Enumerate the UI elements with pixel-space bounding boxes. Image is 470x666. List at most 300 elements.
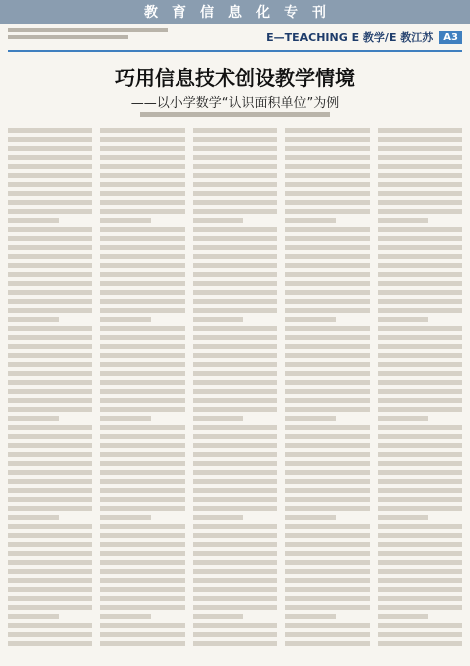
text-line-placeholder xyxy=(193,398,277,403)
text-line-placeholder xyxy=(193,524,277,529)
text-line-placeholder xyxy=(285,380,369,385)
text-line-placeholder xyxy=(8,569,92,574)
text-line-placeholder xyxy=(100,614,151,619)
text-line-placeholder xyxy=(193,281,277,286)
text-line-placeholder xyxy=(285,335,369,340)
section-title: E—TEACHING E 教学/E 教江苏 xyxy=(266,31,434,44)
text-line-placeholder xyxy=(378,551,462,556)
text-line-placeholder xyxy=(378,155,462,160)
text-line-placeholder xyxy=(378,353,462,358)
text-line-placeholder xyxy=(8,191,92,196)
text-line-placeholder xyxy=(193,317,244,322)
text-line-placeholder xyxy=(100,497,184,502)
text-column-placeholder xyxy=(100,128,184,658)
text-line-placeholder xyxy=(140,112,330,117)
text-line-placeholder xyxy=(285,209,369,214)
text-line-placeholder xyxy=(285,641,369,646)
text-line-placeholder xyxy=(100,308,184,313)
text-line-placeholder xyxy=(100,254,184,259)
text-line-placeholder xyxy=(8,461,92,466)
text-line-placeholder xyxy=(100,155,184,160)
text-line-placeholder xyxy=(193,344,277,349)
text-line-placeholder xyxy=(193,470,277,475)
text-line-placeholder xyxy=(193,479,277,484)
text-line-placeholder xyxy=(285,614,336,619)
text-line-placeholder xyxy=(378,380,462,385)
text-line-placeholder xyxy=(8,641,92,646)
text-line-placeholder xyxy=(8,164,92,169)
text-line-placeholder xyxy=(193,425,277,430)
text-line-placeholder xyxy=(100,353,184,358)
text-line-placeholder xyxy=(8,533,92,538)
text-line-placeholder xyxy=(285,605,369,610)
text-line-placeholder xyxy=(378,497,462,502)
text-line-placeholder xyxy=(285,497,369,502)
text-line-placeholder xyxy=(378,263,462,268)
text-line-placeholder xyxy=(8,344,92,349)
text-line-placeholder xyxy=(8,272,92,277)
text-line-placeholder xyxy=(378,128,462,133)
text-line-placeholder xyxy=(100,245,184,250)
text-line-placeholder xyxy=(8,542,92,547)
issue-meta-placeholder xyxy=(8,28,208,46)
text-line-placeholder xyxy=(378,308,462,313)
text-line-placeholder xyxy=(193,272,277,277)
text-line-placeholder xyxy=(8,263,92,268)
text-line-placeholder xyxy=(285,623,369,628)
text-line-placeholder xyxy=(8,452,92,457)
text-line-placeholder xyxy=(285,425,369,430)
text-line-placeholder xyxy=(8,425,92,430)
text-line-placeholder xyxy=(193,245,277,250)
text-line-placeholder xyxy=(8,407,92,412)
page-number-badge: A3 xyxy=(439,31,462,44)
text-line-placeholder xyxy=(285,245,369,250)
text-line-placeholder xyxy=(8,362,92,367)
text-line-placeholder xyxy=(8,488,92,493)
text-line-placeholder xyxy=(193,506,277,511)
text-line-placeholder xyxy=(378,470,462,475)
text-line-placeholder xyxy=(378,317,429,322)
text-line-placeholder xyxy=(100,398,184,403)
text-line-placeholder xyxy=(193,128,277,133)
article-headline: 巧用信息技术创设教学情境 xyxy=(115,66,355,90)
text-line-placeholder xyxy=(285,191,369,196)
text-line-placeholder xyxy=(378,245,462,250)
text-line-placeholder xyxy=(285,632,369,637)
text-line-placeholder xyxy=(193,416,244,421)
text-line-placeholder xyxy=(100,389,184,394)
text-line-placeholder xyxy=(285,461,369,466)
text-line-placeholder xyxy=(378,137,462,142)
text-line-placeholder xyxy=(378,596,462,601)
text-line-placeholder xyxy=(100,227,184,232)
text-line-placeholder xyxy=(378,488,462,493)
text-line-placeholder xyxy=(193,542,277,547)
text-line-placeholder xyxy=(193,515,244,520)
text-line-placeholder xyxy=(285,470,369,475)
text-line-placeholder xyxy=(193,380,277,385)
masthead-char: 刊 xyxy=(312,5,326,21)
text-line-placeholder xyxy=(100,362,184,367)
text-line-placeholder xyxy=(285,272,369,277)
text-line-placeholder xyxy=(378,344,462,349)
text-line-placeholder xyxy=(285,488,369,493)
text-line-placeholder xyxy=(193,434,277,439)
text-line-placeholder xyxy=(100,335,184,340)
text-line-placeholder xyxy=(285,569,369,574)
text-line-placeholder xyxy=(8,326,92,331)
text-line-placeholder xyxy=(193,632,277,637)
text-line-placeholder xyxy=(100,551,184,556)
text-line-placeholder xyxy=(378,560,462,565)
text-line-placeholder xyxy=(378,416,429,421)
text-line-placeholder xyxy=(8,560,92,565)
text-column-placeholder xyxy=(193,128,277,658)
text-line-placeholder xyxy=(8,479,92,484)
masthead-char: 专 xyxy=(284,5,298,21)
text-line-placeholder xyxy=(193,308,277,313)
text-line-placeholder xyxy=(378,272,462,277)
text-line-placeholder xyxy=(8,380,92,385)
text-line-placeholder xyxy=(8,155,92,160)
text-line-placeholder xyxy=(100,479,184,484)
text-line-placeholder xyxy=(100,281,184,286)
text-line-placeholder xyxy=(193,137,277,142)
text-line-placeholder xyxy=(285,587,369,592)
text-line-placeholder xyxy=(100,128,184,133)
text-line-placeholder xyxy=(378,614,429,619)
text-line-placeholder xyxy=(100,443,184,448)
text-line-placeholder xyxy=(193,488,277,493)
text-line-placeholder xyxy=(285,281,369,286)
text-line-placeholder xyxy=(100,569,184,574)
text-line-placeholder xyxy=(100,587,184,592)
text-line-placeholder xyxy=(378,209,462,214)
text-line-placeholder xyxy=(285,551,369,556)
text-line-placeholder xyxy=(378,290,462,295)
text-line-placeholder xyxy=(193,236,277,241)
text-line-placeholder xyxy=(378,542,462,547)
text-line-placeholder xyxy=(285,182,369,187)
text-line-placeholder xyxy=(8,128,92,133)
text-line-placeholder xyxy=(285,542,369,547)
text-line-placeholder xyxy=(193,497,277,502)
text-line-placeholder xyxy=(193,263,277,268)
text-line-placeholder xyxy=(193,191,277,196)
text-line-placeholder xyxy=(378,407,462,412)
text-line-placeholder xyxy=(8,200,92,205)
text-line-placeholder xyxy=(193,209,277,214)
text-line-placeholder xyxy=(8,605,92,610)
text-line-placeholder xyxy=(100,272,184,277)
text-line-placeholder xyxy=(100,344,184,349)
text-line-placeholder xyxy=(193,173,277,178)
text-line-placeholder xyxy=(100,488,184,493)
text-line-placeholder xyxy=(285,227,369,232)
text-line-placeholder xyxy=(378,623,462,628)
text-line-placeholder xyxy=(193,389,277,394)
text-line-placeholder xyxy=(193,299,277,304)
text-line-placeholder xyxy=(378,533,462,538)
text-line-placeholder xyxy=(100,470,184,475)
text-line-placeholder xyxy=(8,497,92,502)
text-line-placeholder xyxy=(193,596,277,601)
section-divider xyxy=(8,50,462,52)
text-line-placeholder xyxy=(285,173,369,178)
masthead-char: 教 xyxy=(144,5,158,21)
text-line-placeholder xyxy=(378,146,462,151)
text-line-placeholder xyxy=(8,524,92,529)
text-line-placeholder xyxy=(378,479,462,484)
text-line-placeholder xyxy=(378,632,462,637)
text-line-placeholder xyxy=(378,434,462,439)
text-line-placeholder xyxy=(100,632,184,637)
text-line-placeholder xyxy=(100,137,184,142)
text-line-placeholder xyxy=(285,146,369,151)
text-line-placeholder xyxy=(8,308,92,313)
text-line-placeholder xyxy=(285,200,369,205)
text-line-placeholder xyxy=(193,605,277,610)
text-line-placeholder xyxy=(100,452,184,457)
text-line-placeholder xyxy=(193,155,277,160)
text-line-placeholder xyxy=(100,236,184,241)
text-line-placeholder xyxy=(193,164,277,169)
text-line-placeholder xyxy=(8,254,92,259)
text-line-placeholder xyxy=(285,263,369,268)
text-line-placeholder xyxy=(285,398,369,403)
text-line-placeholder xyxy=(100,542,184,547)
text-line-placeholder xyxy=(285,533,369,538)
text-line-placeholder xyxy=(285,254,369,259)
text-line-placeholder xyxy=(378,587,462,592)
text-line-placeholder xyxy=(378,227,462,232)
text-line-placeholder xyxy=(8,587,92,592)
text-line-placeholder xyxy=(285,299,369,304)
masthead-char: 化 xyxy=(256,5,270,21)
text-line-placeholder xyxy=(8,371,92,376)
text-line-placeholder xyxy=(8,623,92,628)
text-line-placeholder xyxy=(8,227,92,232)
text-line-placeholder xyxy=(193,578,277,583)
text-line-placeholder xyxy=(378,578,462,583)
text-line-placeholder xyxy=(193,146,277,151)
text-line-placeholder xyxy=(100,371,184,376)
text-line-placeholder xyxy=(100,560,184,565)
text-line-placeholder xyxy=(100,263,184,268)
text-line-placeholder xyxy=(100,200,184,205)
text-line-placeholder xyxy=(285,290,369,295)
text-line-placeholder xyxy=(285,317,336,322)
byline-placeholder xyxy=(0,112,470,117)
text-line-placeholder xyxy=(193,533,277,538)
text-line-placeholder xyxy=(8,209,92,214)
text-line-placeholder xyxy=(8,236,92,241)
text-line-placeholder xyxy=(8,137,92,142)
text-line-placeholder xyxy=(8,290,92,295)
text-line-placeholder xyxy=(8,353,92,358)
text-line-placeholder xyxy=(378,200,462,205)
text-line-placeholder xyxy=(100,605,184,610)
masthead-char: 育 xyxy=(172,5,186,21)
text-line-placeholder xyxy=(8,218,59,223)
text-line-placeholder xyxy=(100,299,184,304)
text-line-placeholder xyxy=(100,182,184,187)
text-line-placeholder xyxy=(193,218,244,223)
text-line-placeholder xyxy=(193,461,277,466)
text-line-placeholder xyxy=(8,28,168,32)
text-line-placeholder xyxy=(100,506,184,511)
text-column-placeholder xyxy=(378,128,462,658)
text-line-placeholder xyxy=(8,578,92,583)
text-line-placeholder xyxy=(285,407,369,412)
text-line-placeholder xyxy=(8,335,92,340)
text-line-placeholder xyxy=(378,605,462,610)
text-line-placeholder xyxy=(285,434,369,439)
text-line-placeholder xyxy=(193,200,277,205)
text-line-placeholder xyxy=(285,353,369,358)
text-line-placeholder xyxy=(193,614,244,619)
text-line-placeholder xyxy=(378,461,462,466)
text-line-placeholder xyxy=(100,641,184,646)
text-line-placeholder xyxy=(378,164,462,169)
text-line-placeholder xyxy=(378,641,462,646)
text-line-placeholder xyxy=(100,515,151,520)
text-line-placeholder xyxy=(8,614,59,619)
text-line-placeholder xyxy=(100,209,184,214)
text-line-placeholder xyxy=(8,416,59,421)
text-line-placeholder xyxy=(378,281,462,286)
text-line-placeholder xyxy=(193,587,277,592)
text-line-placeholder xyxy=(8,398,92,403)
text-line-placeholder xyxy=(100,407,184,412)
text-line-placeholder xyxy=(378,326,462,331)
text-line-placeholder xyxy=(100,425,184,430)
text-line-placeholder xyxy=(193,569,277,574)
text-line-placeholder xyxy=(100,326,184,331)
text-line-placeholder xyxy=(378,335,462,340)
text-line-placeholder xyxy=(193,254,277,259)
text-line-placeholder xyxy=(378,218,429,223)
text-line-placeholder xyxy=(285,515,336,520)
text-line-placeholder xyxy=(193,362,277,367)
text-line-placeholder xyxy=(100,434,184,439)
text-line-placeholder xyxy=(8,245,92,250)
article-subheadline: ——以小学数学“认识面积单位”为例 xyxy=(130,96,340,111)
text-line-placeholder xyxy=(100,218,151,223)
text-line-placeholder xyxy=(8,551,92,556)
text-line-placeholder xyxy=(193,227,277,232)
text-line-placeholder xyxy=(285,128,369,133)
text-line-placeholder xyxy=(100,416,151,421)
text-line-placeholder xyxy=(285,326,369,331)
text-line-placeholder xyxy=(378,236,462,241)
text-line-placeholder xyxy=(193,353,277,358)
text-line-placeholder xyxy=(285,164,369,169)
text-line-placeholder xyxy=(285,560,369,565)
text-line-placeholder xyxy=(285,416,336,421)
text-line-placeholder xyxy=(285,137,369,142)
text-line-placeholder xyxy=(8,434,92,439)
text-line-placeholder xyxy=(378,452,462,457)
text-line-placeholder xyxy=(378,443,462,448)
text-line-placeholder xyxy=(100,290,184,295)
text-line-placeholder xyxy=(8,389,92,394)
text-line-placeholder xyxy=(285,371,369,376)
masthead-char: 信 xyxy=(200,5,214,21)
text-line-placeholder xyxy=(8,506,92,511)
text-line-placeholder xyxy=(8,470,92,475)
text-line-placeholder xyxy=(8,317,59,322)
text-line-placeholder xyxy=(378,425,462,430)
text-line-placeholder xyxy=(100,164,184,169)
text-column-placeholder xyxy=(8,128,92,658)
body-text-columns xyxy=(8,128,462,658)
text-line-placeholder xyxy=(378,569,462,574)
masthead-char: 息 xyxy=(228,5,242,21)
text-line-placeholder xyxy=(378,506,462,511)
text-line-placeholder xyxy=(285,155,369,160)
text-line-placeholder xyxy=(285,479,369,484)
text-column-placeholder xyxy=(285,128,369,658)
text-line-placeholder xyxy=(285,506,369,511)
text-line-placeholder xyxy=(8,443,92,448)
text-line-placeholder xyxy=(193,371,277,376)
text-line-placeholder xyxy=(193,407,277,412)
text-line-placeholder xyxy=(378,254,462,259)
text-line-placeholder xyxy=(100,524,184,529)
text-line-placeholder xyxy=(285,362,369,367)
text-line-placeholder xyxy=(285,596,369,601)
text-line-placeholder xyxy=(100,173,184,178)
text-line-placeholder xyxy=(285,452,369,457)
text-line-placeholder xyxy=(100,533,184,538)
section-tag xyxy=(266,28,462,46)
text-line-placeholder xyxy=(100,578,184,583)
text-line-placeholder xyxy=(100,461,184,466)
text-line-placeholder xyxy=(100,146,184,151)
text-line-placeholder xyxy=(100,191,184,196)
text-line-placeholder xyxy=(285,524,369,529)
text-line-placeholder xyxy=(285,218,336,223)
text-line-placeholder xyxy=(8,146,92,151)
text-line-placeholder xyxy=(193,290,277,295)
text-line-placeholder xyxy=(8,182,92,187)
text-line-placeholder xyxy=(285,236,369,241)
text-line-placeholder xyxy=(100,596,184,601)
text-line-placeholder xyxy=(193,452,277,457)
text-line-placeholder xyxy=(193,641,277,646)
text-line-placeholder xyxy=(8,632,92,637)
text-line-placeholder xyxy=(8,173,92,178)
text-line-placeholder xyxy=(378,371,462,376)
text-line-placeholder xyxy=(285,308,369,313)
text-line-placeholder xyxy=(193,335,277,340)
text-line-placeholder xyxy=(193,551,277,556)
text-line-placeholder xyxy=(8,281,92,286)
text-line-placeholder xyxy=(378,362,462,367)
text-line-placeholder xyxy=(378,182,462,187)
text-line-placeholder xyxy=(100,623,184,628)
text-line-placeholder xyxy=(8,35,128,39)
text-line-placeholder xyxy=(378,515,429,520)
text-line-placeholder xyxy=(100,317,151,322)
text-line-placeholder xyxy=(378,173,462,178)
text-line-placeholder xyxy=(378,389,462,394)
text-line-placeholder xyxy=(285,344,369,349)
text-line-placeholder xyxy=(285,389,369,394)
text-line-placeholder xyxy=(193,560,277,565)
